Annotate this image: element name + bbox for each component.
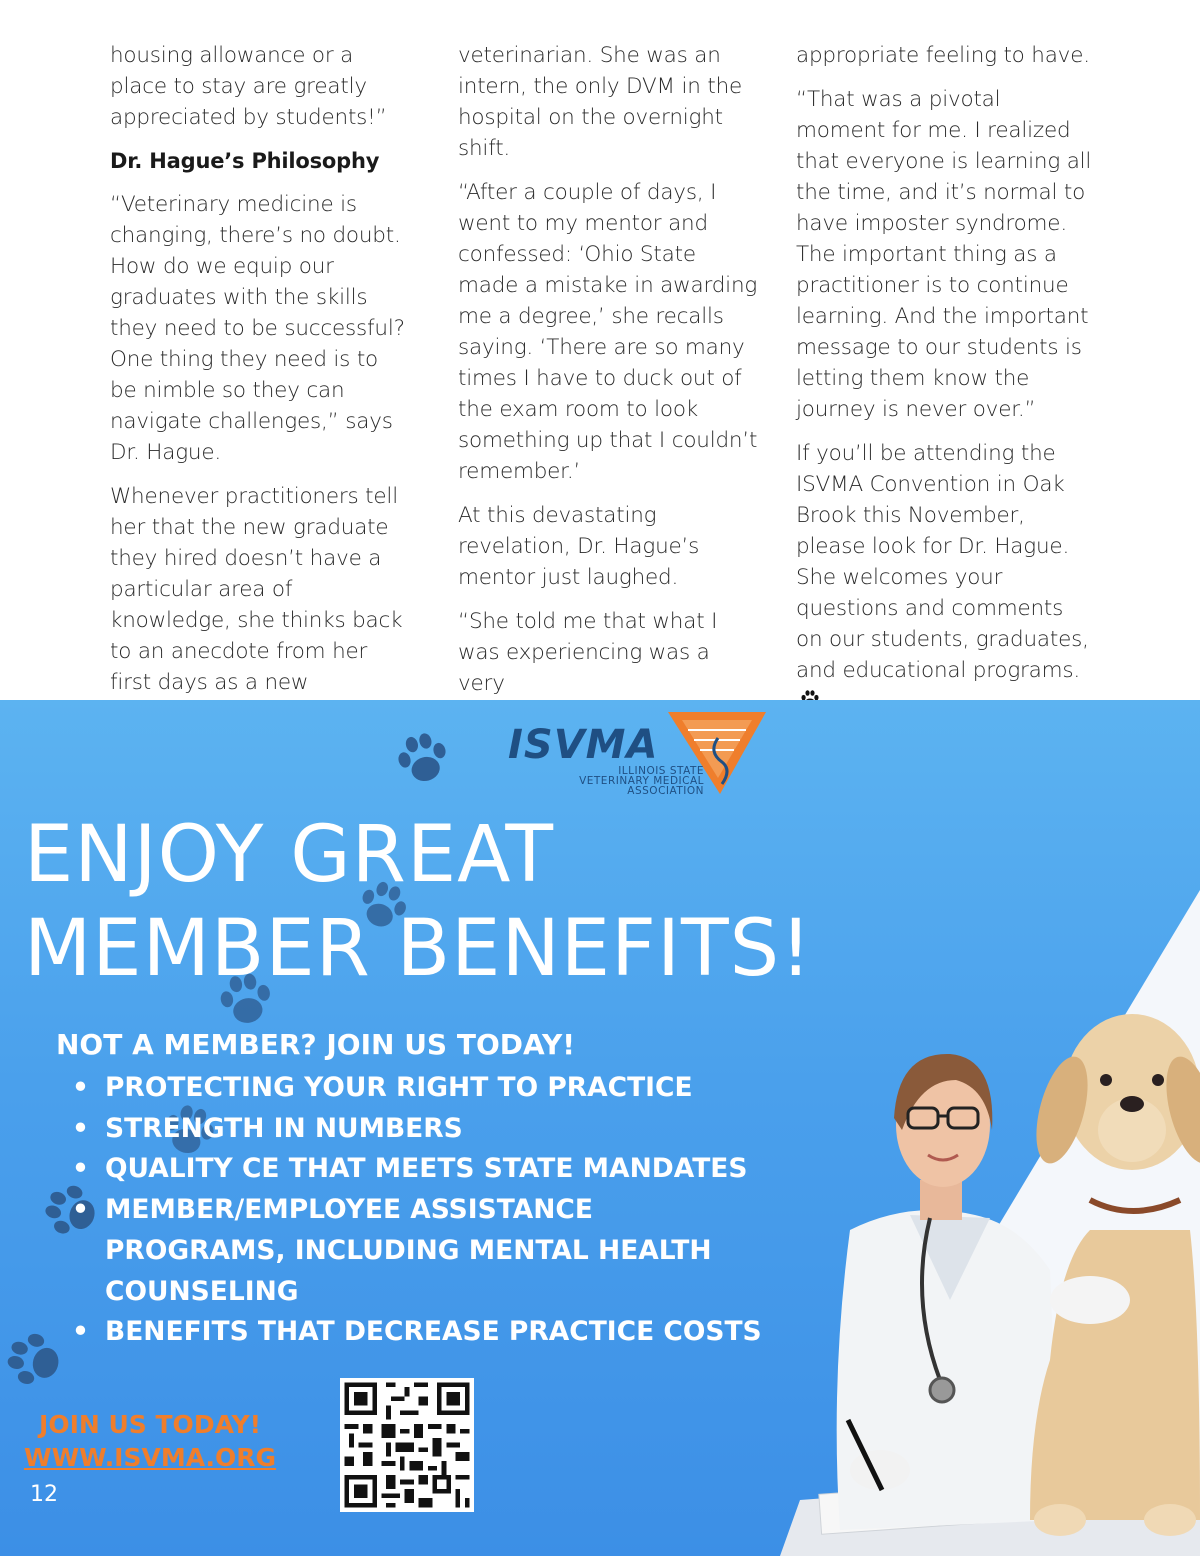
join-callout xyxy=(24,1408,276,1474)
paragraph: appropriate feeling to have. xyxy=(796,43,1090,68)
article xyxy=(0,0,1200,700)
article-column-2 xyxy=(458,40,758,712)
headline-line: MEMBER BENEFITS! xyxy=(24,904,813,994)
logo-subtitle xyxy=(526,766,704,796)
benefit-text: STRENGTH IN NUMBERS xyxy=(105,1112,463,1144)
bullet: • xyxy=(72,1112,89,1144)
paragraph: housing allowance or a place to stay are greatly appreciated by students!” xyxy=(110,43,387,130)
paragraph: “Veterinary medicine is changing, there’s no doubt. How do we equip our graduates with the skills they need to be successful? One thing they need is to be nimble so they can navigate challenges,” says Dr. Hague. xyxy=(110,192,405,465)
paragraph: veterinarian. She was an intern, the only DVM in the hospital on the overnight shift. xyxy=(458,43,743,161)
bullet: • xyxy=(72,1072,89,1103)
qr-code[interactable] xyxy=(340,1378,474,1512)
list-item xyxy=(72,1149,765,1190)
paw-icon xyxy=(392,726,454,792)
paragraph: At this devastating revelation, Dr. Hague’s mentor just laughed. xyxy=(458,503,700,590)
logo-subtitle-line: ILLINOIS STATE xyxy=(618,765,704,777)
list-item xyxy=(72,1109,765,1150)
paragraph xyxy=(796,438,1096,717)
paw-icon xyxy=(2,1326,68,1394)
vet-with-dog-photo xyxy=(760,1000,1200,1556)
bullet: • xyxy=(72,1153,89,1185)
benefit-text: BENEFITS THAT DECREASE PRACTICE COSTS xyxy=(105,1316,762,1348)
section-heading: Dr. Hague’s Philosophy xyxy=(110,149,380,173)
list-item xyxy=(72,1312,765,1353)
paragraph: “After a couple of days, I went to my mentor and confessed: ‘Ohio State made a mistake in awarding me a degree,’ she recalls saying. ‘There are so many times I have to duck out of the exam room to look something up that I couldn’t remember.’ xyxy=(458,180,758,484)
logo-subtitle-line: ASSOCIATION xyxy=(627,785,704,797)
logo-subtitle-line: VETERINARY MEDICAL xyxy=(579,775,704,787)
benefit-text: PROTECTING YOUR RIGHT TO PRACTICE xyxy=(105,1072,693,1103)
article-column-1 xyxy=(110,40,410,711)
isvma-logo xyxy=(508,708,768,798)
benefit-text: QUALITY CE THAT MEETS STATE MANDATES xyxy=(105,1153,748,1185)
bullet: • xyxy=(72,1194,89,1226)
not-member-callout: NOT A MEMBER? JOIN US TODAY! xyxy=(56,1028,576,1061)
closing-paragraph-text: If you’ll be attending the ISVMA Convention in Oak Brook this November, please look for Dr. Hague. She welcomes your questions and comments on our students, graduates, and educational programs. xyxy=(796,441,1089,683)
paragraph: “That was a pivotal moment for me. I realized that everyone is learning all the time, and it’s normal to have imposter syndrome. The important thing as a practitioner is to continue learning. And the important message to our students is letting them know the journey is never over.” xyxy=(796,87,1092,422)
list-item xyxy=(72,1068,765,1109)
website-link[interactable]: WWW.ISVMA.ORG xyxy=(24,1443,277,1472)
ad-headline xyxy=(24,808,812,996)
membership-ad xyxy=(0,700,1200,1556)
paragraph: “She told me that what I was experiencing was a very xyxy=(458,609,718,696)
benefit-text: MEMBER/EMPLOYEE ASSISTANCE PROGRAMS, INCLUDING MENTAL HEALTH COUNSELING xyxy=(105,1194,712,1307)
article-column-3 xyxy=(796,40,1096,730)
paragraph: Whenever practitioners tell her that the new graduate they hired doesn’t have a particular area of knowledge, she thinks back to an anecdote from her first days as a new xyxy=(110,484,403,695)
headline-line: ENJOY GREAT xyxy=(24,810,555,900)
join-label: JOIN US TODAY! xyxy=(39,1410,262,1439)
logo-wordmark: ISVMA xyxy=(508,722,659,768)
benefits-list xyxy=(72,1068,765,1353)
page-number: 12 xyxy=(30,1482,58,1507)
list-item xyxy=(72,1190,765,1312)
bullet: • xyxy=(72,1316,89,1348)
